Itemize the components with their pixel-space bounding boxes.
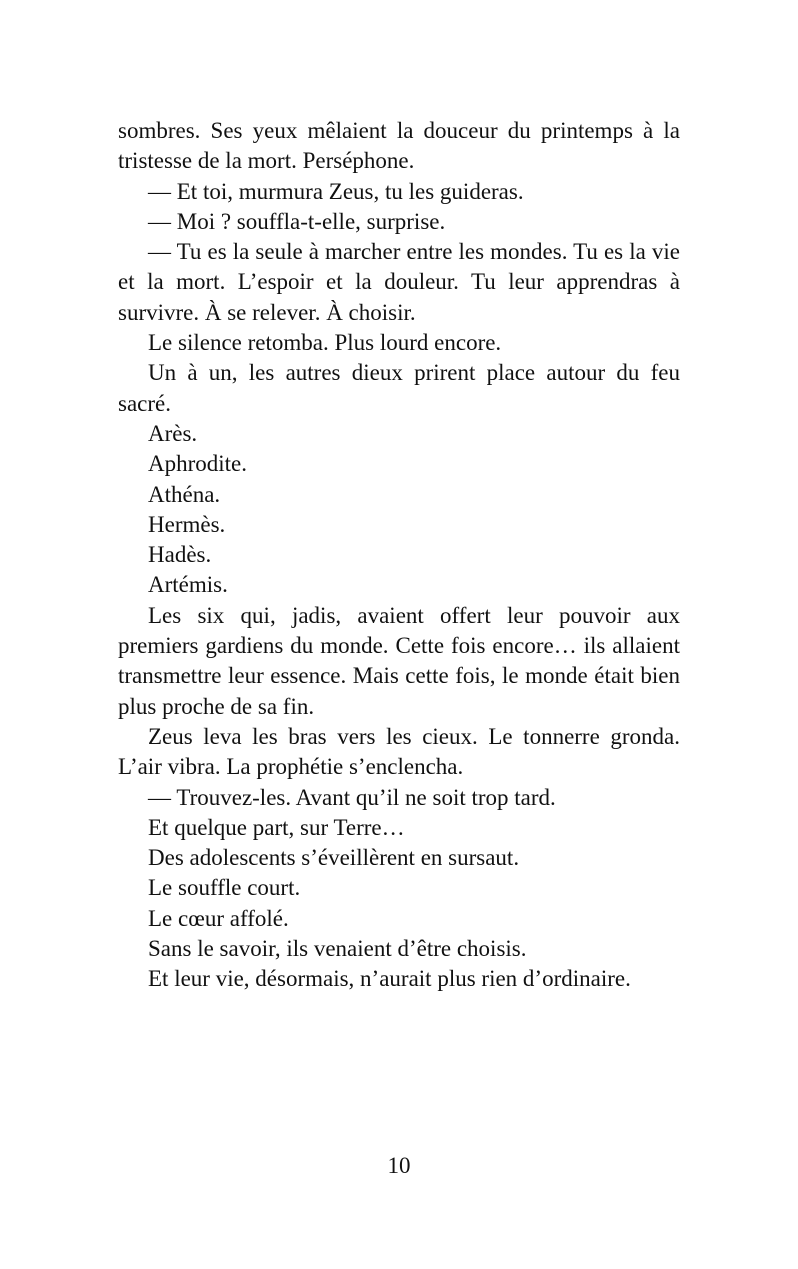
paragraph: Le souffle court.: [148, 875, 301, 901]
god-name-line: Aphrodite.: [148, 451, 248, 477]
paragraph: Un à un, les autres dieux prirent place autour du feu sacré.: [118, 360, 680, 416]
god-name-line: Arès.: [148, 420, 198, 446]
paragraph: Le silence retomba. Plus lourd encore.: [148, 330, 502, 356]
page-body-text: [118, 116, 680, 995]
paragraph: Le cœur affolé.: [148, 905, 289, 931]
paragraph: Les six qui, jadis, avaient offert leur pouvoir aux premiers gardiens du monde. Cette fois encore… ils allaient transmettre leur essence. Mais cette fois, le monde était bien plus proche de sa fin.: [118, 602, 680, 719]
paragraph: Sans le savoir, ils venaient d’être choisis.: [148, 936, 527, 962]
god-name-line: Athéna.: [148, 481, 221, 507]
page-number: 10: [387, 1153, 411, 1178]
dialogue-line: — Trouvez-les. Avant qu’il ne soit trop tard.: [148, 784, 556, 810]
paragraph: Et leur vie, désormais, n’aurait plus rien d’ordinaire.: [148, 966, 631, 992]
paragraph: Zeus leva les bras vers les cieux. Le tonnerre gronda. L’air vibra. La prophétie s’enclencha.: [118, 723, 680, 780]
dialogue-line: — Et toi, murmura Zeus, tu les guideras.: [148, 178, 524, 204]
dialogue-line: — Moi ? souffla-t-elle, surprise.: [148, 208, 446, 234]
god-name-line: Artémis.: [148, 572, 228, 598]
paragraph: Des adolescents s’éveillèrent en sursaut.: [148, 845, 520, 871]
god-name-line: Hermès.: [148, 511, 226, 537]
god-name-line: Hadès.: [148, 542, 212, 568]
dialogue-line: — Tu es la seule à marcher entre les mondes. Tu es la vie et la mort. L’espoir et la douleur. Tu leur apprendras à survivre. À se relever. À choisir.: [118, 239, 680, 325]
paragraph: sombres. Ses yeux mêlaient la douceur du printemps à la tristesse de la mort. Perséphone.: [118, 118, 680, 174]
paragraph: Et quelque part, sur Terre…: [148, 814, 405, 840]
